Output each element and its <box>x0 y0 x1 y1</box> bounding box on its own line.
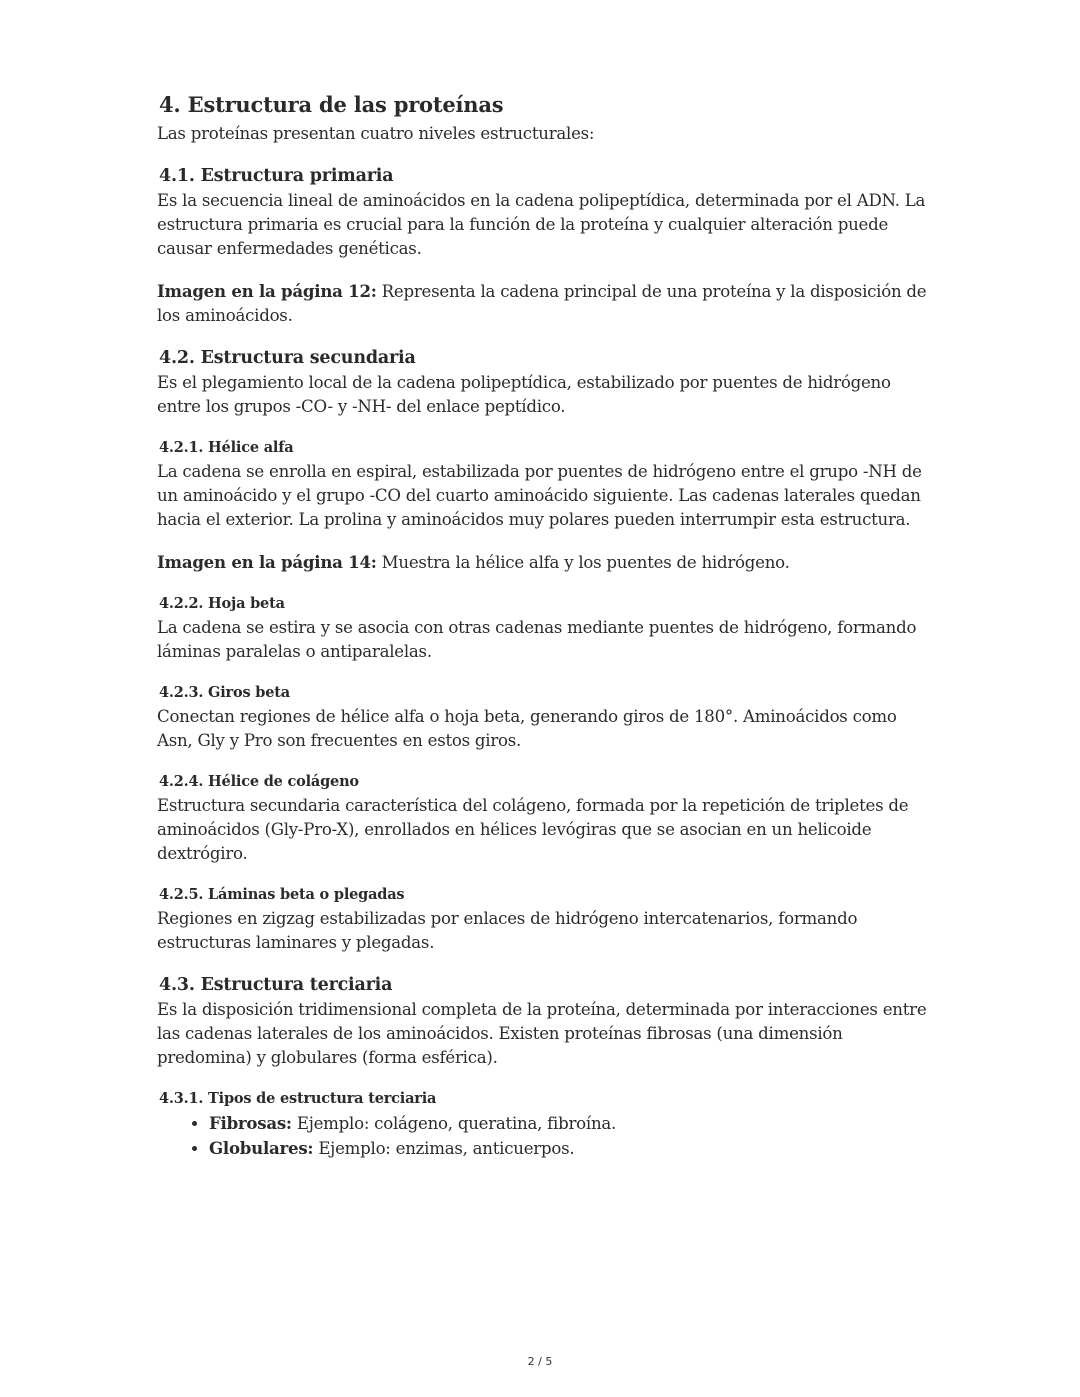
heading-4-3-1: 4.3.1. Tipos de estructura terciaria <box>159 1090 437 1107</box>
page-indicator: 2 / 5 <box>527 1355 553 1368</box>
image-note-text: Representa la cadena principal de una proteína y la disposición de los aminoácidos. <box>157 282 927 325</box>
tertiary-types-list <box>157 1111 937 1161</box>
image-note-label: Imagen en la página 12: <box>157 281 377 301</box>
list-item-text: Ejemplo: colágeno, queratina, fibroína. <box>291 1114 617 1133</box>
heading-4-2-5: 4.2.5. Láminas beta o plegadas <box>159 886 405 903</box>
paragraph-4-2-5: Regiones en zigzag estabilizadas por enlaces de hidrógeno intercatenarios, formando estructuras laminares y plegadas. <box>157 909 858 952</box>
paragraph-4-1: Es la secuencia lineal de aminoácidos en la cadena polipeptídica, determinada por el ADN. La estructura primaria es crucial para la función de la proteína y cualquier alteración puede causar enfermedades genéticas. <box>157 191 926 258</box>
section-title: 4. Estructura de las proteínas <box>159 92 504 117</box>
paragraph-4-3: Es la disposición tridimensional completa de la proteína, determinada por interacciones entre las cadenas laterales de los aminoácidos. Existen proteínas fibrosas (una dimensión predomina) y globulares (forma esférica). <box>157 1000 927 1067</box>
document-page <box>157 92 937 1161</box>
paragraph-4-2-2: La cadena se estira y se asocia con otras cadenas mediante puentes de hidrógeno, formando láminas paralelas o antiparalelas. <box>157 618 917 661</box>
list-item-fibrosas <box>209 1111 937 1136</box>
heading-4-2-3: 4.2.3. Giros beta <box>159 684 290 701</box>
heading-4-3: 4.3. Estructura terciaria <box>159 975 393 995</box>
list-item-globulares <box>209 1136 937 1161</box>
paragraph-4-2-3: Conectan regiones de hélice alfa o hoja beta, generando giros de 180°. Aminoácidos como Asn, Gly y Pro son frecuentes en estos giros. <box>157 707 897 750</box>
list-item-label: Globulares: <box>209 1138 314 1158</box>
heading-4-2-2: 4.2.2. Hoja beta <box>159 595 285 612</box>
heading-4-2: 4.2. Estructura secundaria <box>159 348 416 368</box>
list-item-text: Ejemplo: enzimas, anticuerpos. <box>313 1139 575 1158</box>
paragraph-4-2-1: La cadena se enrolla en espiral, estabilizada por puentes de hidrógeno entre el grupo -NH de un aminoácido y el grupo -CO del cuarto aminoácido siguiente. Las cadenas laterales quedan hacia el exterior. La prolina y aminoácidos muy polares pueden interrumpir esta estructura. <box>157 462 922 529</box>
intro-paragraph: Las proteínas presentan cuatro niveles estructurales: <box>157 124 595 143</box>
image-note-label: Imagen en la página 14: <box>157 552 377 572</box>
heading-4-1: 4.1. Estructura primaria <box>159 166 394 186</box>
paragraph-4-2-4: Estructura secundaria característica del colágeno, formada por la repetición de tripletes de aminoácidos (Gly-Pro-X), enrollados en hélices levógiras que se asocian en un helicoide dextrógiro. <box>157 796 909 863</box>
paragraph-4-2: Es el plegamiento local de la cadena polipeptídica, estabilizado por puentes de hidrógeno entre los grupos -CO- y -NH- del enlace peptídico. <box>157 373 891 416</box>
heading-4-2-1: 4.2.1. Hélice alfa <box>159 439 294 456</box>
image-note-text: Muestra la hélice alfa y los puentes de hidrógeno. <box>376 553 790 572</box>
list-item-label: Fibrosas: <box>209 1113 292 1133</box>
image-note-page-14 <box>157 550 937 575</box>
image-note-page-12 <box>157 279 937 328</box>
heading-4-2-4: 4.2.4. Hélice de colágeno <box>159 773 359 790</box>
